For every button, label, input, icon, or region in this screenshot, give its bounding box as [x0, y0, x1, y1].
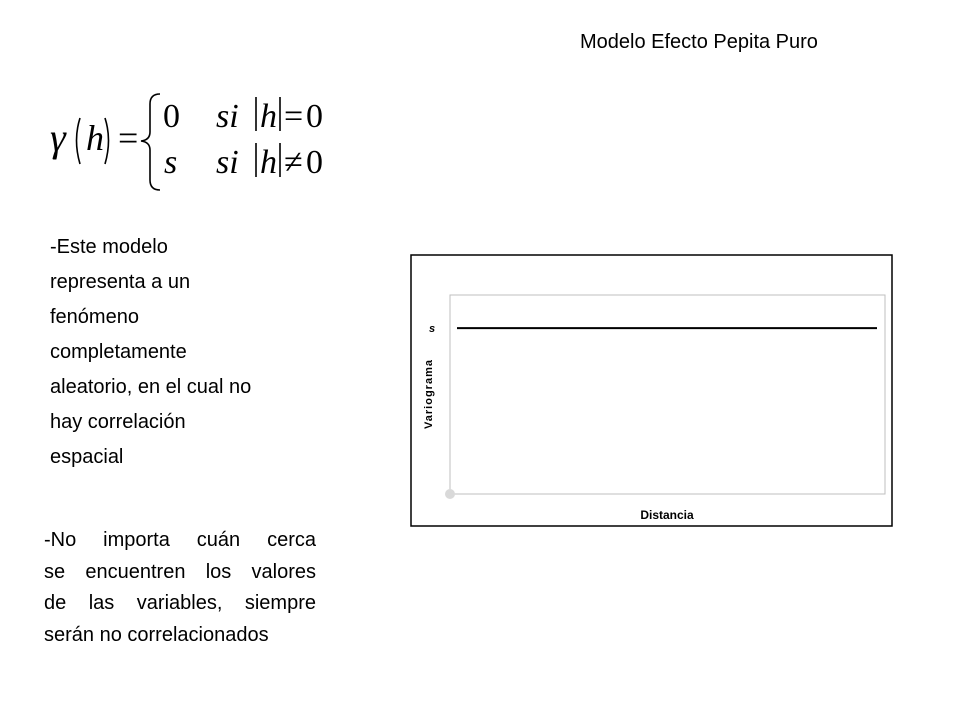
description-line: representa a un — [50, 271, 191, 293]
description-line: aleatorio, en el cual no — [50, 376, 252, 398]
formula-equals: = — [118, 118, 139, 158]
note-line: -No importa cuán cerca — [44, 529, 316, 551]
formula-gamma: γ — [50, 115, 66, 160]
formula-case1-value: 0 — [163, 98, 180, 135]
description-line: completamente — [50, 341, 187, 363]
description-line: hay correlación — [50, 411, 186, 433]
description-line: -Este modelo — [50, 236, 168, 258]
slide-title: Modelo Efecto Pepita Puro — [580, 31, 818, 53]
x-axis-label: Distancia — [640, 508, 694, 522]
formula-case2-si: si — [216, 144, 239, 181]
description-paragraph — [50, 230, 310, 475]
y-axis-label: Variograma — [423, 359, 435, 429]
nugget-origin-point — [445, 489, 455, 499]
formula-case2-value: s — [164, 144, 178, 181]
formula-case2-h: h — [260, 144, 277, 181]
formula-case1-relation: = — [284, 98, 304, 135]
note-line: de las variables, siempre — [44, 592, 316, 614]
plot-area — [450, 295, 885, 494]
formula-right-paren — [105, 118, 109, 164]
formula-case1-si: si — [216, 98, 239, 135]
sill-label: s — [428, 323, 436, 336]
variogram-formula — [40, 82, 340, 202]
formula-brace — [141, 94, 160, 190]
formula-left-paren — [77, 118, 81, 164]
formula-case2-rhs: 0 — [306, 144, 323, 181]
note-line: se encuentren los valores — [44, 560, 316, 583]
description-line: fenómeno — [50, 306, 139, 328]
formula-case2-relation: ≠ — [284, 144, 303, 181]
note-paragraph — [44, 525, 316, 651]
variogram-chart — [410, 254, 894, 528]
description-line: espacial — [50, 446, 124, 468]
formula-h: h — [86, 118, 104, 158]
note-line: serán no correlacionados — [44, 623, 269, 646]
formula-case1-h: h — [260, 98, 277, 135]
formula-case1-rhs: 0 — [306, 98, 323, 135]
